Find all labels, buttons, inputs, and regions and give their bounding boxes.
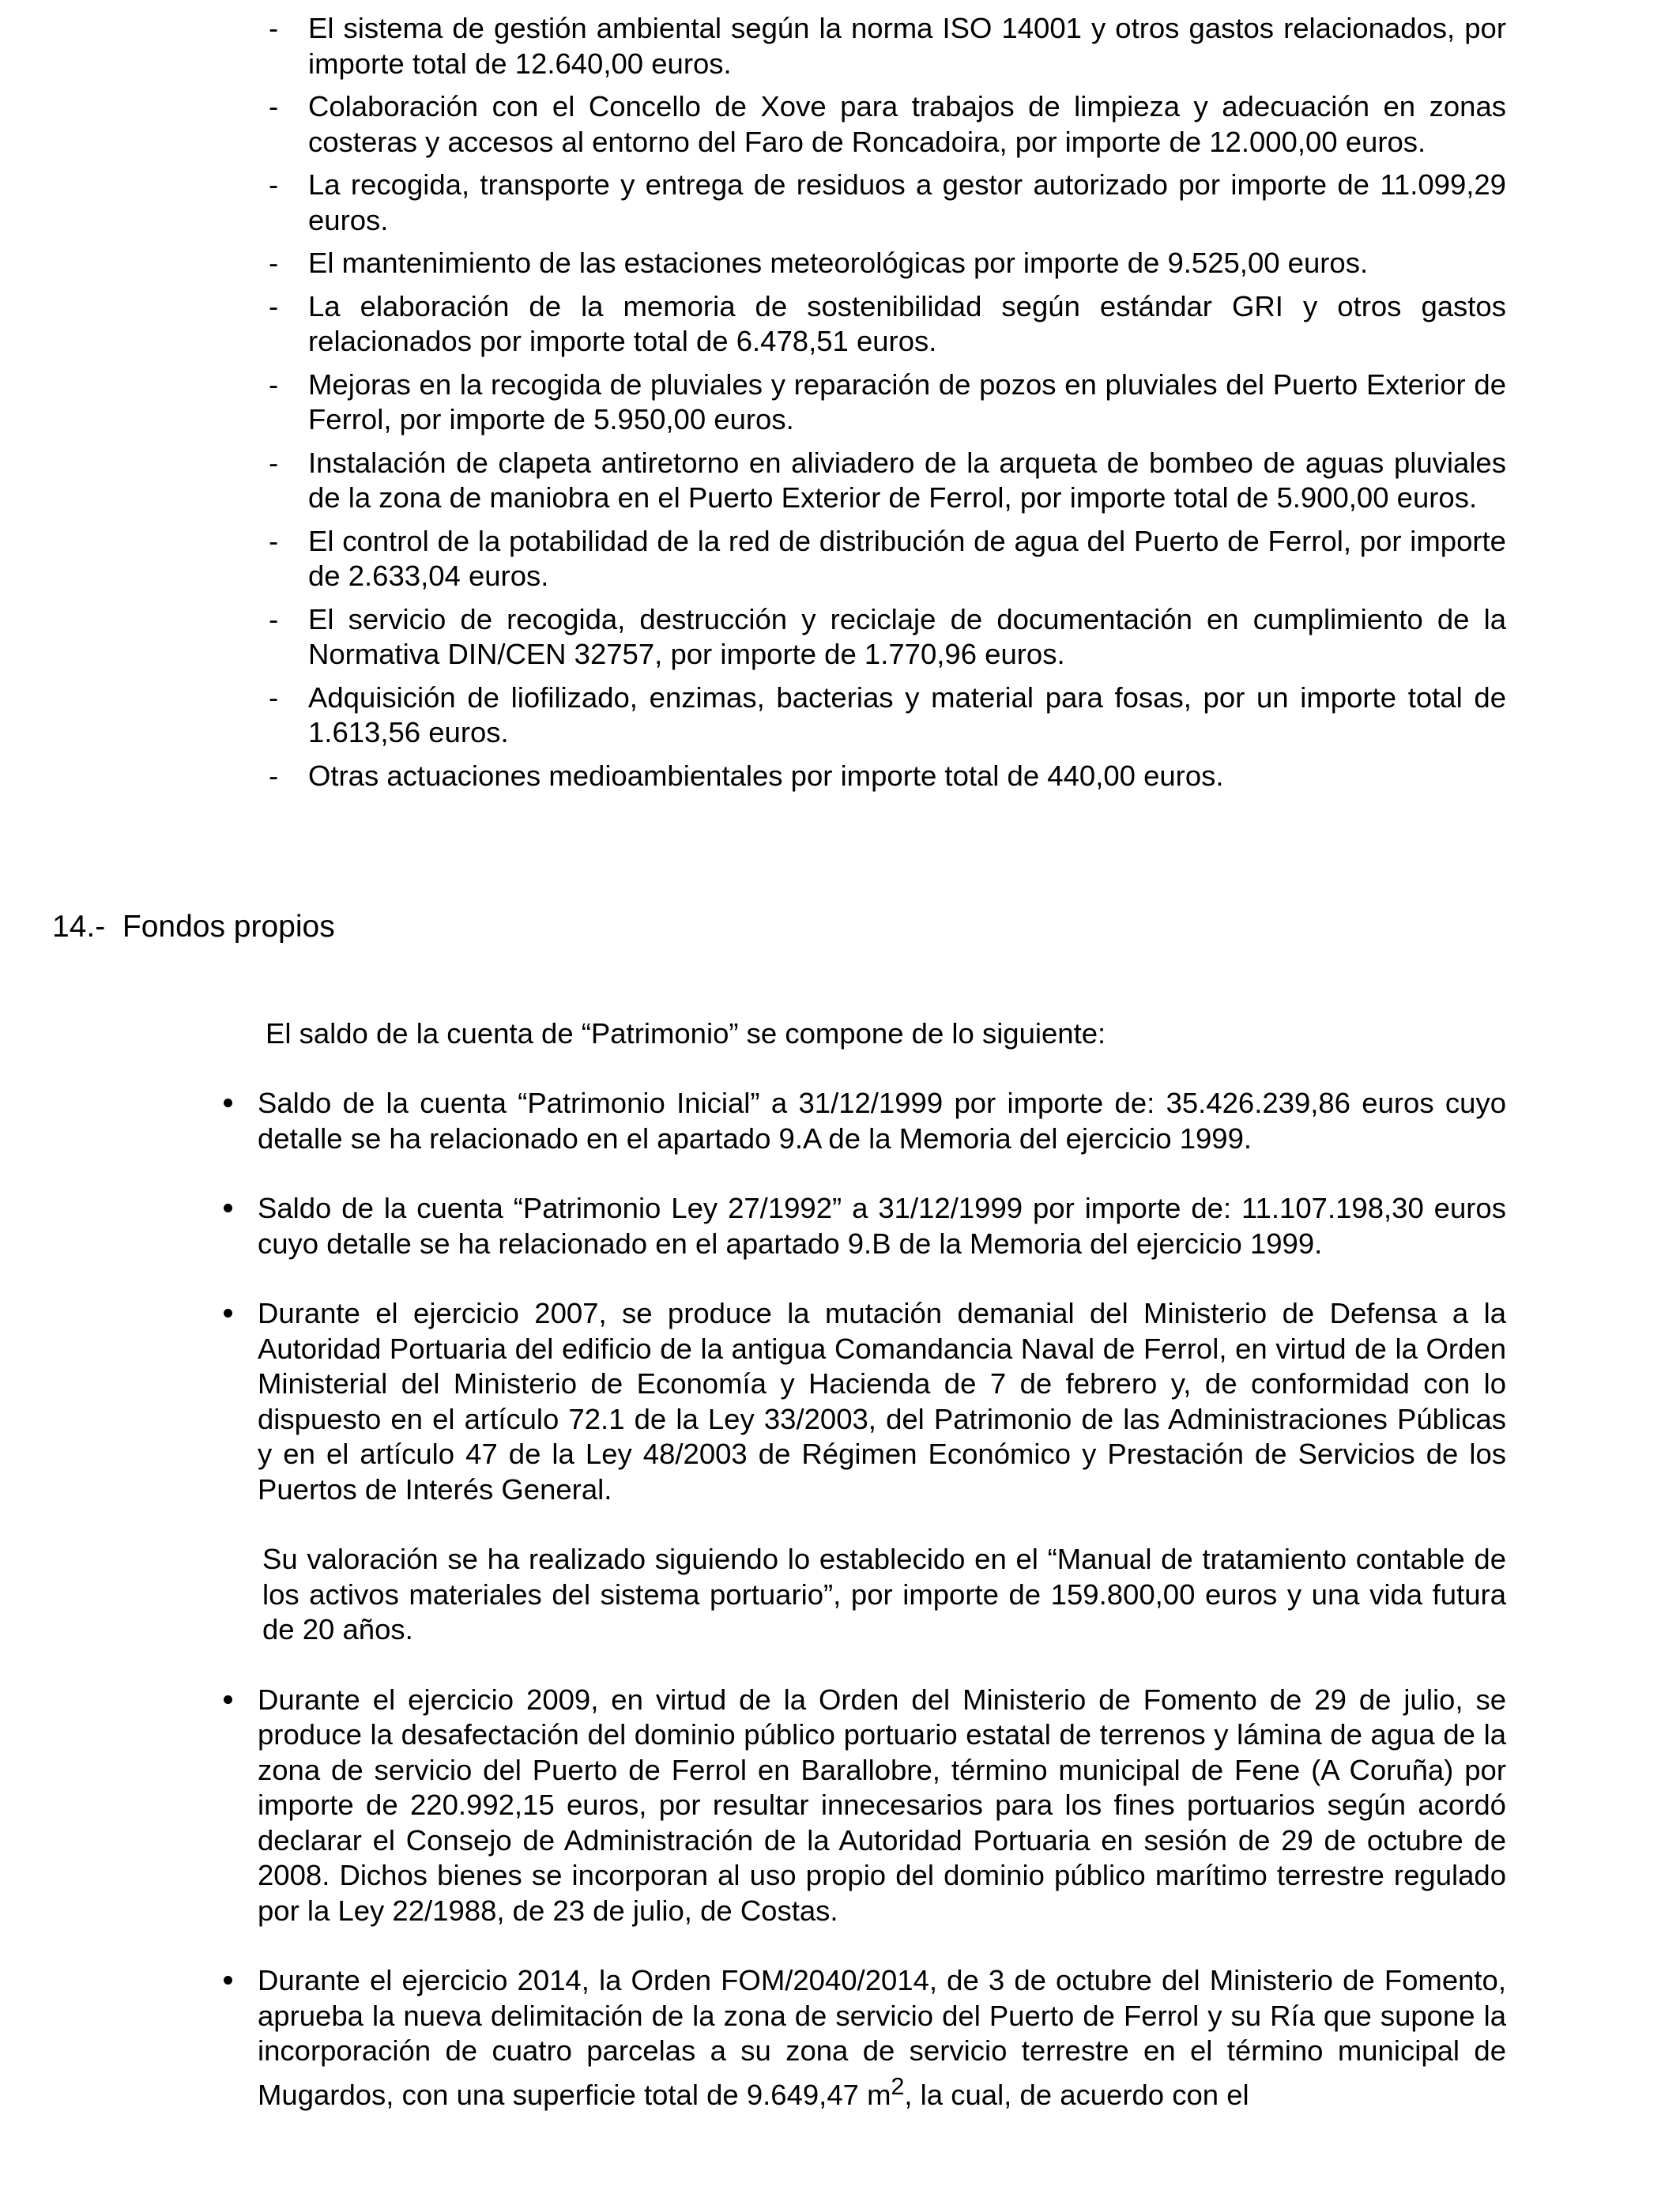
list-item	[269, 759, 1506, 794]
superscript: 2	[891, 2072, 905, 2100]
list-item	[217, 1191, 1506, 1261]
list-item-text: Durante el ejercicio 2007, se produce la mutación demanial del Ministerio de Defensa a la Autoridad Portuaria del edificio de la antigua Comandancia Naval de Ferrol, en virtud de la Orden Ministerial del Ministerio de Economía y Hacienda de 7 de febrero y, de conformidad con lo dispuesto en el artículo 72.1 de la Ley 33/2003, del Patrimonio de las Administraciones Públicas y en el artículo 47 de la Ley 48/2003 de Régimen Económico y Prestación de Servicios de los Puertos de Interés General.	[258, 1297, 1506, 1506]
dash-marker: -	[269, 524, 279, 557]
list-item-text: Otras actuaciones medioambientales por importe total de 440,00 euros.	[308, 759, 1224, 792]
list-item-text-tail: , la cual, de acuerdo con el	[904, 2078, 1249, 2111]
list-item-text: El control de la potabilidad de la red de distribución de agua del Puerto de Ferrol, por importe de 2.633,04 euros.	[308, 524, 1506, 592]
list-item-text: Saldo de la cuenta “Patrimonio Inicial” a 31/12/1999 por importe de: 35.426.239,86 euros cuyo detalle se ha relacionado en el apartado 9.A de la Memoria del ejercicio 1999.	[258, 1087, 1506, 1155]
section-title: Fondos propios	[122, 910, 335, 944]
dash-marker: -	[269, 680, 279, 714]
list-item-text-main: Durante el ejercicio 2014, la Orden FOM/2040/2014, de 3 de octubre del Ministerio de Fomento, aprueba la nueva delimitación de la zona de servicio del Puerto de Ferrol y su Ría que supone la incorporación de cuatro parcelas a su zona de servicio terrestre en el término municipal de Mugardos, con una superficie total de 9.649,47 m	[258, 1964, 1506, 2111]
section-heading	[52, 907, 335, 947]
list-item	[269, 89, 1506, 160]
list-item	[217, 1683, 1506, 1929]
dash-marker: -	[269, 90, 279, 123]
list-item	[269, 680, 1506, 751]
dash-marker: -	[269, 12, 279, 44]
list-item	[269, 368, 1506, 438]
list-item-text: El mantenimiento de las estaciones meteorológicas por importe de 9.525,00 euros.	[308, 247, 1369, 279]
list-item	[217, 1963, 1506, 2113]
list-item	[269, 524, 1506, 594]
list-item	[217, 1086, 1506, 1156]
list-item-text: Instalación de clapeta antiretorno en aliviadero de la arqueta de bombeo de aguas pluviales de la zona de maniobra en el Puerto Exterior de Ferrol, por importe total de 5.900,00 euros.	[308, 446, 1506, 514]
list-item-text: Colaboración con el Concello de Xove para trabajos de limpieza y adecuación en zonas costeras y accesos al entorno del Faro de Roncadoira, por importe de 12.000,00 euros.	[308, 90, 1506, 158]
bullet-dot-icon	[224, 1099, 232, 1107]
dash-marker: -	[269, 368, 279, 401]
list-item	[269, 168, 1506, 238]
list-item	[269, 11, 1506, 81]
list-item	[269, 289, 1506, 360]
list-item-text: Mejoras en la recogida de pluviales y reparación de pozos en pluviales del Puerto Exterior de Ferrol, por importe de 5.950,00 euros.	[308, 368, 1506, 435]
list-item-text: Saldo de la cuenta “Patrimonio Ley 27/1992” a 31/12/1999 por importe de: 11.107.198,30 euros cuyo detalle se ha relacionado en el apartado 9.B de la Memoria del ejercicio 1999.	[258, 1192, 1506, 1260]
list-item-text: Adquisición de liofilizado, enzimas, bacterias y material para fosas, por un importe total de 1.613,56 euros.	[308, 680, 1506, 748]
section-number: 14.-	[52, 910, 106, 944]
list-item-text: La elaboración de la memoria de sostenibilidad según estándar GRI y otros gastos relacionados por importe total de 6.478,51 euros.	[308, 289, 1506, 357]
list-item-text: Durante el ejercicio 2009, en virtud de la Orden del Ministerio de Fomento de 29 de julio, se produce la desafectación del dominio público portuario estatal de terrenos y lámina de agua de la zona de servicio del Puerto de Ferrol en Barallobre, término municipal de Fene (A Coruña) por importe de 220.992,15 euros, por resultar innecesarios para los fines portuarios según acordó declarar el Consejo de Administración de la Autoridad Portuaria en sesión de 29 de octubre de 2008. Dichos bienes se incorporan al uso propio del dominio público marítimo terrestre regulado por la Ley 22/1988, de 23 de julio, de Costas.	[258, 1683, 1506, 1927]
list-item-text: El servicio de recogida, destrucción y reciclaje de documentación en cumplimiento de la Normativa DIN/CEN 32757, por importe de 1.770,96 euros.	[308, 602, 1506, 670]
list-item	[217, 1296, 1506, 1648]
bullet-dot-icon	[224, 1695, 232, 1704]
dash-marker: -	[269, 759, 279, 792]
list-item	[269, 446, 1506, 516]
list-item-text: La recogida, transporte y entrega de residuos a gestor autorizado por importe de 11.099,29 euros.	[308, 168, 1506, 236]
bullet-dot-icon	[224, 1204, 232, 1212]
valuation-note: Su valoración se ha realizado siguiendo lo establecido en el “Manual de tratamiento contable de los activos materiales del sistema portuario”, por importe de 159.800,00 euros y una vida futura de 20 años.	[262, 1543, 1506, 1646]
list-item-text	[258, 1963, 1506, 2113]
environmental-expenses-list	[269, 11, 1506, 801]
dash-marker: -	[269, 446, 279, 479]
dash-marker: -	[269, 247, 279, 279]
list-item	[269, 602, 1506, 673]
bullet-dot-icon	[224, 1976, 232, 1985]
list-item-text: El sistema de gestión ambiental según la norma ISO 14001 y otros gastos relacionados, por importe total de 12.640,00 euros.	[308, 12, 1506, 80]
dash-marker: -	[269, 602, 279, 635]
patrimony-bullet-list	[217, 1086, 1506, 2147]
dash-marker: -	[269, 289, 279, 322]
dash-marker: -	[269, 168, 279, 201]
intro-paragraph: El saldo de la cuenta de “Patrimonio” se compone de lo siguiente:	[266, 1017, 1106, 1050]
list-item	[269, 246, 1506, 281]
bullet-dot-icon	[224, 1309, 232, 1318]
